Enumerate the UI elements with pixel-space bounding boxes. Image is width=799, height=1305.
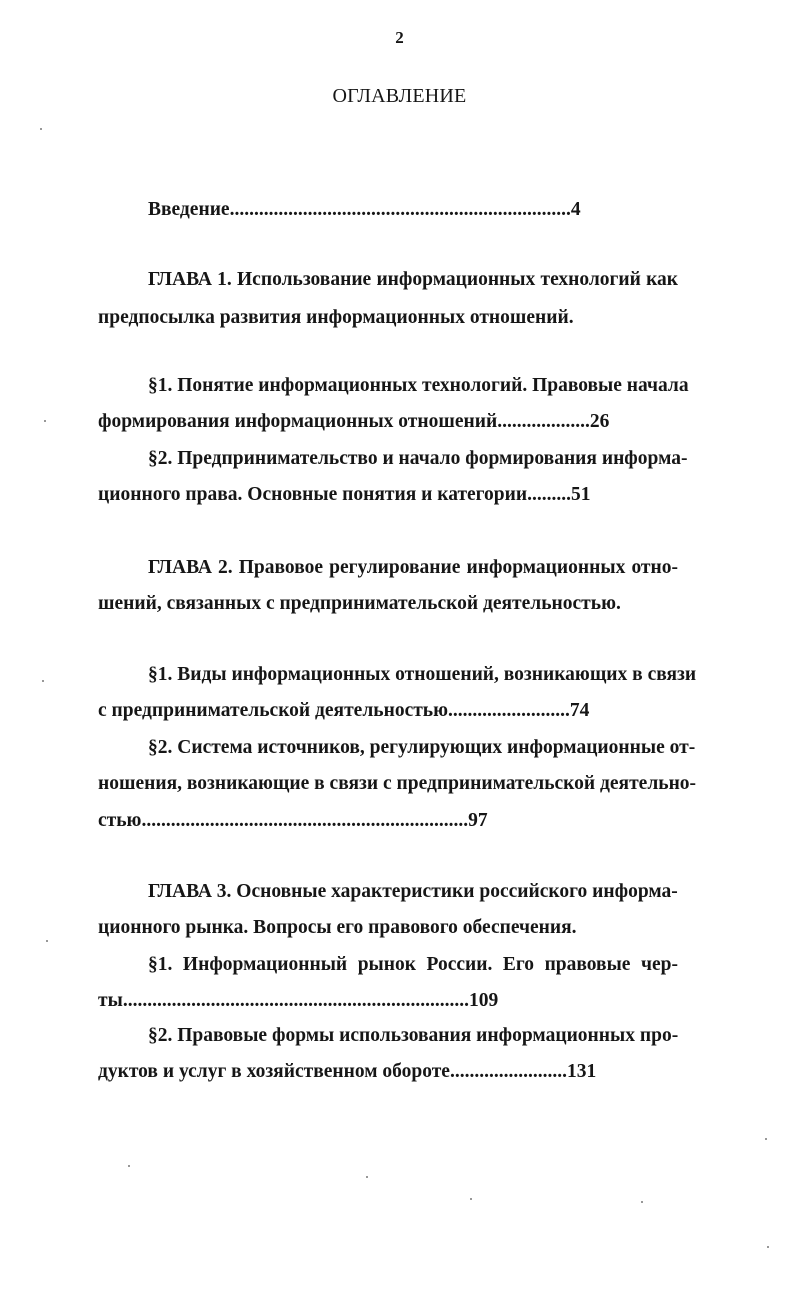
chapter-1-section-2-page: 51: [571, 484, 591, 505]
chapter-2-section-1-line-1: §1. Виды информационных отношений, возникающих в связи: [148, 664, 697, 685]
chapter-3-section-1-line-2: [98, 989, 498, 1013]
toc-entry-intro: [148, 198, 581, 222]
chapter-1-section-2-line-1: §2. Предпринимательство и начало формирования информа-: [148, 448, 688, 469]
chapter-1-section-1-line-2: [98, 410, 609, 434]
scan-speck: [765, 1138, 767, 1140]
toc-leader-dots: .........................: [448, 700, 570, 721]
chapter-2-section-2-line-1: §2. Система источников, регулирующих информационные от-: [148, 737, 696, 758]
scan-speck: [46, 940, 48, 942]
page-title: ОГЛАВЛЕНИЕ: [332, 85, 467, 107]
toc-entry-intro-label: Введение: [148, 199, 230, 220]
chapter-3-heading-line-1: ГЛАВА 3. Основные характеристики российского информа-: [148, 881, 678, 902]
toc-leader-dots: .......................................................................: [122, 990, 469, 1011]
chapter-3-heading-line-2: ционного рынка. Вопросы его правового обеспечения.: [98, 917, 577, 938]
scan-speck: [128, 1165, 130, 1167]
toc-leader-dots: ........................: [449, 1061, 567, 1082]
chapter-2-section-2-label: стью: [98, 810, 142, 831]
toc-leader-dots: .........: [527, 484, 571, 505]
scan-speck: [641, 1201, 643, 1203]
scan-speck: [42, 680, 44, 682]
chapter-1-heading-line-1: ГЛАВА 1. Использование информационных технологий как: [148, 269, 678, 290]
chapter-3-section-2-page: 131: [566, 1061, 597, 1082]
chapter-2-section-2-page: 97: [468, 810, 488, 831]
chapter-1-section-1-label: формирования информационных отношений: [98, 411, 498, 432]
toc-leader-dots: ...................: [497, 411, 590, 432]
scan-speck: [44, 420, 46, 422]
scan-speck: [40, 128, 42, 130]
chapter-2-heading-line-2: шений, связанных с предпринимательской деятельностью.: [98, 593, 621, 614]
scan-speck: [767, 1246, 769, 1248]
chapter-3-section-2-line-2: [98, 1060, 596, 1084]
chapter-3-section-1-label: ты: [98, 990, 123, 1011]
chapter-1-section-2-line-2: [98, 483, 591, 507]
scan-speck: [366, 1176, 368, 1178]
chapter-1-section-2-label: ционного права. Основные понятия и категории: [98, 484, 528, 505]
chapter-2-section-1-label: с предпринимательской деятельностью: [98, 700, 449, 721]
toc-leader-dots: ...................................................................: [141, 810, 469, 831]
toc-leader-dots: ......................................................................: [229, 199, 571, 220]
chapter-2-section-2-line-2: ношения, возникающие в связи с предпринимательской деятельно-: [98, 773, 697, 794]
chapter-2-section-1-line-2: [98, 699, 589, 723]
chapter-2-section-1-page: 74: [569, 700, 590, 721]
chapter-1-section-1-line-1: §1. Понятие информационных технологий. Правовые начала: [148, 375, 689, 396]
chapter-2-section-2-line-3: [98, 809, 488, 833]
chapter-3-section-2-label: дуктов и услуг в хозяйственном обороте: [98, 1061, 450, 1082]
chapter-1-heading-line-2: предпосылка развития информационных отношений.: [98, 307, 574, 328]
chapter-3-section-1-page: 109: [468, 990, 499, 1011]
toc-entry-intro-page: 4: [570, 199, 581, 220]
chapter-2-heading-line-1: ГЛАВА 2. Правовое регулирование информационных отно-: [148, 557, 678, 578]
chapter-3-section-2-line-1: §2. Правовые формы использования информационных про-: [148, 1025, 679, 1046]
page-number: 2: [395, 28, 404, 47]
chapter-1-section-1-page: 26: [589, 411, 610, 432]
scan-speck: [470, 1198, 472, 1200]
chapter-3-section-1-line-1: §1. Информационный рынок России. Его правовые чер-: [148, 954, 678, 975]
